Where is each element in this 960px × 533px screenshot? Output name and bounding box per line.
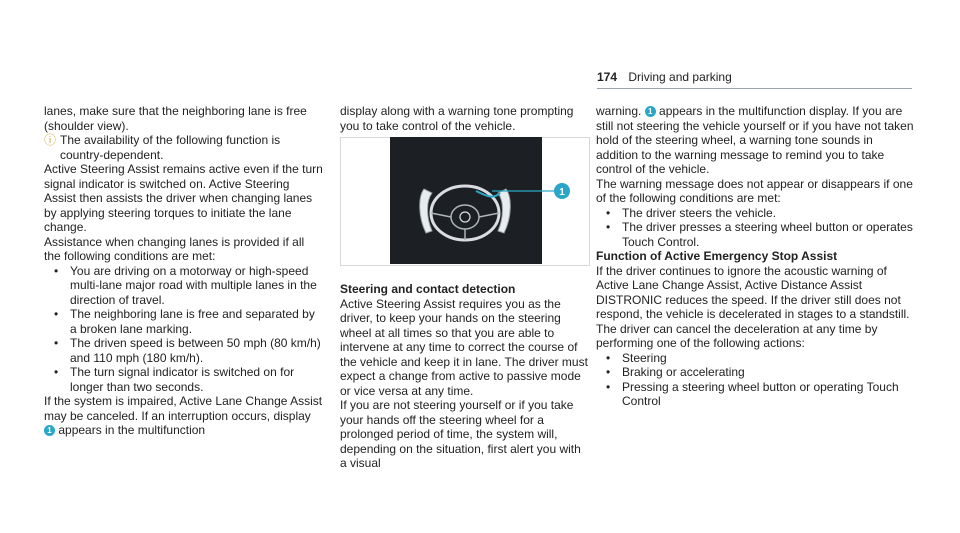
message-conditions-list: [596, 206, 916, 250]
list-item: • The neighboring lane is free and separated by a broken lane marking.: [44, 307, 324, 336]
section-title: Driving and parking: [628, 70, 732, 84]
list-item: • The driver steers the vehicle.: [596, 206, 916, 221]
display-badge-icon: 1: [44, 425, 55, 436]
display-badge-icon: 1: [645, 106, 656, 117]
paragraph: If the driver continues to ignore the acoustic warning of Active Lane Change Assist, Active Distance Assist DISTRONIC reduces the speed. If the driver still does not respond, the vehicle is decelerated in stages to a standstill.: [596, 263, 910, 321]
paragraph: The warning message does not appear or disappears if one of the following conditions are met:: [596, 176, 913, 205]
text-span: appears in the multifunction: [58, 423, 206, 437]
section-heading: Steering and contact detection: [340, 282, 516, 296]
callout-number: 1: [559, 187, 565, 198]
info-icon: ⓘ: [44, 133, 57, 147]
info-text: The availability of the following function is country-dependent.: [60, 133, 281, 162]
paragraph: [596, 104, 916, 177]
paragraph: Assistance when changing lanes is provided if all the following conditions are met:: [44, 234, 305, 263]
paragraph: The driver can cancel the deceleration at any time by performing one of the following actions:: [596, 321, 878, 350]
column-3: [596, 104, 916, 409]
paragraph: [44, 394, 324, 438]
list-item: • Steering: [596, 351, 916, 366]
section-heading: Function of Active Emergency Stop Assist: [596, 249, 838, 263]
steering-badge-icon: [460, 212, 470, 222]
paragraph: display along with a warning tone prompting you to take control of the vehicle.: [340, 104, 574, 133]
text-span: appears in the multifunction display. If you are still not steering the vehicle yourself or if you have not taken hold of the steering wheel, a warning tone sounds in addition to the warning message to remind you to take control of the vehicle.: [596, 104, 914, 176]
paragraph: lanes, make sure that the neighboring lane is free (shoulder view).: [44, 104, 307, 133]
list-item: • You are driving on a motorway or high-speed multi-lane major road with multiple lanes in the direction of travel.: [44, 264, 324, 308]
list-item: • Pressing a steering wheel button or operating Touch Control: [596, 380, 916, 409]
paragraph: Active Steering Assist requires you as the driver, to keep your hands on the steering wheel at all times so that you are able to intervene at any time to correct the course of the vehicle and keep it in lane. The driver must expect a change from active to passive mode or vice versa at any time.: [340, 296, 588, 398]
info-note: [44, 133, 324, 162]
actions-list: [596, 351, 916, 409]
column-2: [340, 104, 590, 133]
page-header: [597, 70, 912, 89]
paragraph: Active Steering Assist remains active even if the turn signal indicator is switched on. Active Steering Assist then assists the driver when changing lanes by applying steering torques to initiate the lane change.: [44, 162, 323, 234]
text-span: warning.: [596, 104, 642, 118]
conditions-list: [44, 264, 324, 395]
list-item: • The turn signal indicator is switched on for longer than two seconds.: [44, 365, 324, 394]
list-item: • The driver presses a steering wheel button or operates Touch Control.: [596, 220, 916, 249]
steering-wheel-figure: [340, 137, 590, 267]
paragraph: If you are not steering yourself or if you take your hands off the steering wheel for a prolonged period of time, the system will, depending on the situation, first alert you with a visual: [340, 398, 581, 470]
list-item: • Braking or accelerating: [596, 365, 916, 380]
page-number: 174: [597, 70, 618, 84]
column-1: [44, 104, 324, 438]
text-span: If the system is impaired, Active Lane Change Assist may be canceled. If an interruption occurs, display: [44, 394, 323, 423]
column-2-lower: [340, 282, 590, 471]
list-item: • The driven speed is between 50 mph (80 km/h) and 110 mph (180 km/h).: [44, 336, 324, 365]
